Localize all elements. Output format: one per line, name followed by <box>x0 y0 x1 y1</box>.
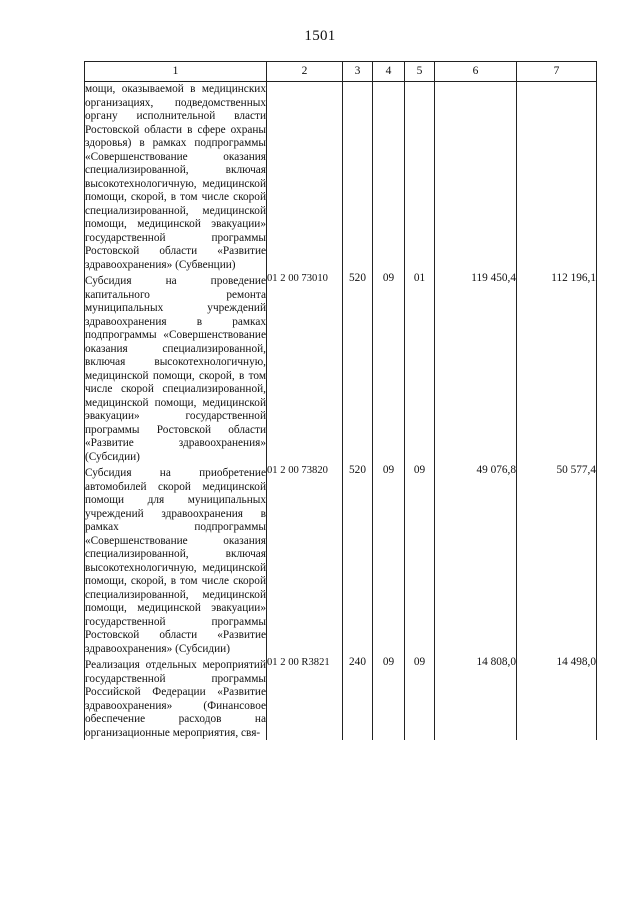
row-amount-col6: 49 076,8 <box>435 464 517 656</box>
row-expense-type <box>343 82 373 273</box>
row-section: 09 <box>373 656 405 740</box>
table-row <box>85 272 597 464</box>
row-target-code: 01 2 00 R3821 <box>267 656 343 740</box>
column-header-5: 5 <box>405 62 435 82</box>
table-header-row <box>85 62 597 82</box>
row-description: Субсидия на проведение капитального ремонта муниципальных учреждений здравоохранения в рамках подпрограммы «Совершенствование оказания специализированной, включая высокотехнологичную, медицинской помощи, скорой, в том числе скорой специализированной, медицинской помощи, медицинской эвакуации» государственной программы Ростовской области «Развитие здравоохранения» (Субсидии) <box>85 272 267 464</box>
row-subsection: 01 <box>405 272 435 464</box>
row-amount-col7: 14 498,0 <box>517 656 597 740</box>
row-subsection: 09 <box>405 464 435 656</box>
row-expense-type: 520 <box>343 464 373 656</box>
row-description: мощи, оказываемой в медицинских организациях, подведомственных органу исполнительной власти Ростовской области в сфере охраны здоровья) в рамках подпрограммы «Совершенствование оказания специализированной, включая высокотехнологичную, медицинской помощи, скорой, в том числе скорой специализированной, медицинской помощи, медицинской эвакуации» государственной программы Ростовской области «Развитие здравоохранения» (Субвенции) <box>85 83 266 271</box>
row-amount-col7 <box>517 82 597 273</box>
column-header-7: 7 <box>517 62 597 82</box>
row-target-code: 01 2 00 73010 <box>267 272 343 464</box>
row-amount-col7: 50 577,4 <box>517 464 597 656</box>
column-header-3: 3 <box>343 62 373 82</box>
row-section <box>373 82 405 273</box>
row-section: 09 <box>373 272 405 464</box>
row-section: 09 <box>373 464 405 656</box>
row-description: Реализация отдельных мероприятий государственной программы Российской Федерации «Развитие здравоохранения» (Финансовое обеспечение расходов на организационные мероприятия, свя- <box>85 656 267 740</box>
row-expense-type: 520 <box>343 272 373 464</box>
column-header-2: 2 <box>267 62 343 82</box>
column-header-6: 6 <box>435 62 517 82</box>
table-row <box>85 656 597 740</box>
row-amount-col6: 119 450,4 <box>435 272 517 464</box>
row-amount-col7: 112 196,1 <box>517 272 597 464</box>
row-target-code: 01 2 00 73820 <box>267 464 343 656</box>
row-amount-col6: 14 808,0 <box>435 656 517 740</box>
row-subsection <box>405 82 435 273</box>
row-expense-type: 240 <box>343 656 373 740</box>
table-row <box>85 82 597 273</box>
column-header-1: 1 <box>85 62 267 82</box>
page-number: 1501 <box>304 28 336 44</box>
row-target-code <box>267 82 343 273</box>
row-description: Субсидия на приобретение автомобилей скорой медицинской помощи для муниципальных учреждений здравоохранения в рамках подпрограммы «Совершенствование оказания специализированной, включая высокотехнологичную, медицинской помощи, скорой, в том числе скорой специализированной, медицинской помощи, медицинской эвакуации» государственной программы Ростовской области «Развитие здравоохранения» (Субсидии) <box>85 464 267 656</box>
row-amount-col6 <box>435 82 517 273</box>
column-header-4: 4 <box>373 62 405 82</box>
row-subsection: 09 <box>405 656 435 740</box>
budget-table <box>84 61 597 740</box>
table-row <box>85 464 597 656</box>
